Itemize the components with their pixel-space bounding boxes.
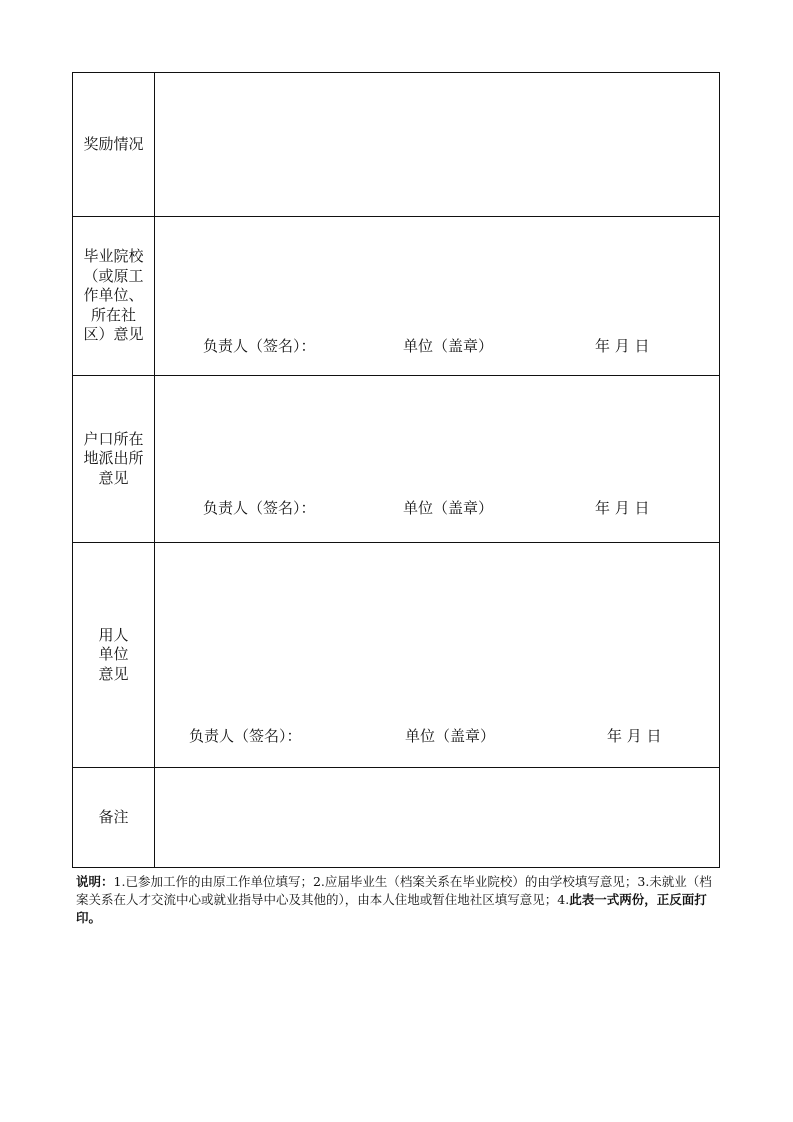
row-school-opinion bbox=[73, 217, 719, 376]
row-remarks bbox=[73, 768, 719, 867]
row-employer-opinion bbox=[73, 543, 719, 768]
signature-unit-label: 单位（盖章） bbox=[405, 727, 496, 745]
label-employer-opinion bbox=[73, 543, 155, 767]
label-school-opinion bbox=[73, 217, 155, 375]
signature-date-label: 年 月 日 bbox=[595, 337, 650, 355]
label-police-opinion bbox=[73, 376, 155, 542]
employer-opinion-field[interactable] bbox=[155, 543, 719, 767]
remarks-field[interactable] bbox=[155, 768, 719, 867]
note-prefix: 说明： bbox=[76, 874, 114, 889]
label-line: （或原工 bbox=[83, 266, 144, 285]
label-line: 意见 bbox=[98, 664, 129, 683]
label-line: 户口所在 bbox=[83, 429, 144, 448]
label-line: 区）意见 bbox=[83, 325, 144, 344]
label-line: 地派出所 bbox=[83, 449, 144, 468]
application-form-table bbox=[72, 72, 720, 868]
awards-field[interactable] bbox=[155, 73, 719, 216]
signature-date-label: 年 月 日 bbox=[595, 499, 650, 517]
note-body: 1.已参加工作的由原工作单位填写；2.应届毕业生（档案关系在毕业院校）的由学校填写意见；3.未就业（档案关系在人才交流中心或就业指导中心及其他的），由本人住地或暂住地社区填写意见；4. bbox=[76, 874, 712, 907]
signature-date-label: 年 月 日 bbox=[607, 727, 662, 745]
row-awards bbox=[73, 73, 719, 217]
signature-person-label: 负责人（签名）： bbox=[203, 337, 316, 355]
signature-unit-label: 单位（盖章） bbox=[403, 337, 494, 355]
label-awards bbox=[73, 73, 155, 216]
label-line: 作单位、 bbox=[83, 286, 144, 305]
label-awards-text: 奖励情况 bbox=[83, 134, 144, 153]
signature-person-label: 负责人（签名）： bbox=[189, 727, 302, 745]
row-police-opinion bbox=[73, 376, 719, 543]
police-opinion-field[interactable] bbox=[155, 376, 719, 542]
note-emphasis: 此表一式两份，正反面打印。 bbox=[76, 892, 707, 925]
label-line: 用人 bbox=[98, 625, 129, 644]
signature-person-label: 负责人（签名）： bbox=[203, 499, 316, 517]
label-line: 意见 bbox=[98, 468, 129, 487]
label-line: 单位 bbox=[98, 645, 129, 664]
school-opinion-field[interactable] bbox=[155, 217, 719, 375]
label-remarks-text: 备注 bbox=[98, 807, 129, 826]
label-line: 毕业院校 bbox=[83, 247, 144, 266]
label-remarks bbox=[73, 768, 155, 867]
label-line: 所在社 bbox=[90, 305, 136, 324]
form-instructions bbox=[76, 873, 720, 927]
signature-unit-label: 单位（盖章） bbox=[403, 499, 494, 517]
